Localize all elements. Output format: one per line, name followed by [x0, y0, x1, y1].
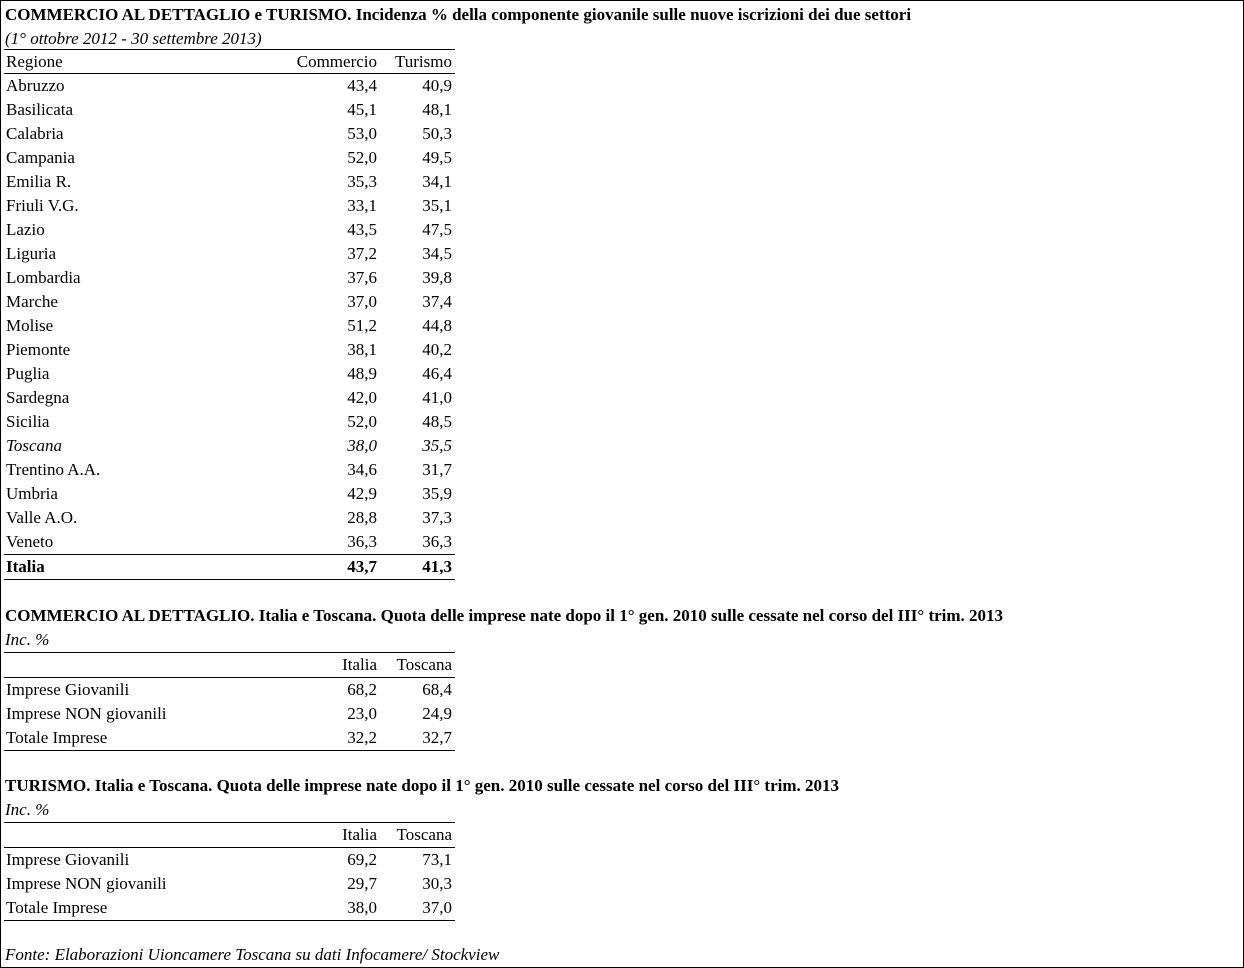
- table3-unit: Inc. %: [5, 800, 50, 819]
- table-row: [4, 458, 455, 482]
- table2-commercio-italia-toscana: [4, 652, 455, 751]
- table-row: [4, 482, 455, 506]
- table-row: [4, 410, 455, 434]
- table-row: [4, 98, 455, 122]
- cell-value-1: 53,0: [347, 124, 377, 143]
- cell-value-2: 39,8: [422, 268, 452, 287]
- cell-label: Trentino A.A.: [6, 460, 101, 479]
- cell-label: Piemonte: [6, 340, 71, 359]
- cell-value-2: 30,3: [422, 874, 452, 893]
- table-row: [4, 702, 455, 726]
- cell-value-1: 35,3: [347, 172, 377, 191]
- table-row: [4, 434, 455, 458]
- cell-value-2: 73,1: [422, 850, 452, 869]
- cell-value-1: 69,2: [347, 850, 377, 869]
- cell-value-1: 43,4: [347, 76, 377, 95]
- cell-label: Molise: [6, 316, 54, 335]
- header-turismo: Turismo: [380, 51, 455, 74]
- cell-value-1: 38,0: [347, 436, 377, 455]
- table-row: [4, 362, 455, 386]
- cell-label: Imprese Giovanili: [6, 680, 130, 699]
- cell-label: Abruzzo: [6, 76, 65, 95]
- table-row: [4, 530, 455, 555]
- cell-value-2: 34,1: [422, 172, 452, 191]
- total-value-2: 41,3: [380, 555, 455, 580]
- cell-label: Valle A.O.: [6, 508, 78, 527]
- cell-value-1: 42,0: [347, 388, 377, 407]
- cell-label: Sicilia: [6, 412, 50, 431]
- header-italia: Italia: [284, 823, 380, 848]
- cell-value-2: 48,5: [422, 412, 452, 431]
- cell-value-1: 52,0: [347, 148, 377, 167]
- table-row: [4, 74, 455, 99]
- source-note: Fonte: Elaborazioni Uioncamere Toscana su dati Infocamere/ Stockview: [5, 945, 500, 964]
- table1-title: COMMERCIO AL DETTAGLIO e TURISMO. Incidenza % della componente giovanile sulle nuove iscrizioni dei due settori: [5, 5, 912, 24]
- cell-label: Marche: [6, 292, 58, 311]
- table-row: [4, 896, 455, 921]
- cell-value-2: 32,7: [380, 726, 455, 751]
- cell-value-2: 47,5: [422, 220, 452, 239]
- cell-label: Veneto: [6, 532, 54, 551]
- cell-value-1: 51,2: [347, 316, 377, 335]
- table-row: [4, 386, 455, 410]
- cell-value-1: 38,0: [284, 896, 380, 921]
- cell-value-1: 52,0: [347, 412, 377, 431]
- cell-value-1: 38,1: [347, 340, 377, 359]
- cell-label: Calabria: [6, 124, 64, 143]
- table1-period: (1° ottobre 2012 - 30 settembre 2013): [5, 29, 262, 48]
- cell-label: Imprese NON giovanili: [6, 704, 167, 723]
- header-toscana: Toscana: [380, 823, 455, 848]
- table-row: [4, 122, 455, 146]
- cell-label: Lazio: [6, 220, 45, 239]
- cell-label: Imprese NON giovanili: [6, 874, 167, 893]
- cell-value-2: 37,0: [380, 896, 455, 921]
- cell-label: Liguria: [6, 244, 57, 263]
- header-toscana: Toscana: [380, 653, 455, 678]
- table-row: [4, 338, 455, 362]
- table1-regional-incidence: [4, 51, 455, 580]
- cell-value-2: 40,9: [422, 76, 452, 95]
- table-row: [4, 872, 455, 896]
- table-row: [4, 290, 455, 314]
- table-row: [4, 678, 455, 703]
- cell-value-1: 45,1: [347, 100, 377, 119]
- cell-value-1: 37,0: [347, 292, 377, 311]
- cell-value-2: 41,0: [422, 388, 452, 407]
- table-row: [4, 506, 455, 530]
- table-row: [4, 218, 455, 242]
- cell-value-1: 37,2: [347, 244, 377, 263]
- cell-value-2: 68,4: [422, 680, 452, 699]
- cell-label: Campania: [6, 148, 75, 167]
- cell-value-2: 24,9: [422, 704, 452, 723]
- cell-value-1: 36,3: [347, 532, 377, 551]
- table-row: [4, 848, 455, 873]
- cell-value-2: 46,4: [422, 364, 452, 383]
- cell-value-2: 37,3: [422, 508, 452, 527]
- table-row: [4, 170, 455, 194]
- table-total-row: [4, 555, 455, 580]
- header-regione: Regione: [4, 51, 284, 74]
- cell-value-1: 43,5: [347, 220, 377, 239]
- table-row: [4, 194, 455, 218]
- cell-label: Puglia: [6, 364, 50, 383]
- cell-value-2: 49,5: [422, 148, 452, 167]
- cell-label: Umbria: [6, 484, 58, 503]
- cell-value-2: 37,4: [422, 292, 452, 311]
- total-value-1: 43,7: [284, 555, 380, 580]
- cell-value-1: 37,6: [347, 268, 377, 287]
- cell-value-1: 28,8: [347, 508, 377, 527]
- total-label: Italia: [4, 555, 284, 580]
- cell-value-1: 32,2: [284, 726, 380, 751]
- table-row: [4, 314, 455, 338]
- header-commercio: Commercio: [284, 51, 380, 74]
- header-italia: Italia: [284, 653, 380, 678]
- header-empty: [4, 653, 284, 678]
- cell-value-2: 36,3: [422, 532, 452, 551]
- cell-value-2: 48,1: [422, 100, 452, 119]
- cell-label: Friuli V.G.: [6, 196, 79, 215]
- table1-header-row: [4, 51, 455, 74]
- cell-value-2: 31,7: [422, 460, 452, 479]
- cell-label: Imprese Giovanili: [6, 850, 130, 869]
- table-row: [4, 726, 455, 751]
- table2-header-row: [4, 653, 455, 678]
- cell-value-1: 48,9: [347, 364, 377, 383]
- cell-label: Toscana: [6, 436, 63, 455]
- cell-label: Basilicata: [6, 100, 74, 119]
- cell-value-2: 40,2: [422, 340, 452, 359]
- table2-title: COMMERCIO AL DETTAGLIO. Italia e Toscana. Quota delle imprese nate dopo il 1° gen. 2010 sulle cessate nel corso del III° trim. 2013: [5, 606, 1004, 625]
- cell-label: Emilia R.: [6, 172, 72, 191]
- cell-value-1: 33,1: [347, 196, 377, 215]
- table-row: [4, 242, 455, 266]
- cell-value-1: 68,2: [347, 680, 377, 699]
- table3-title: TURISMO. Italia e Toscana. Quota delle imprese nate dopo il 1° gen. 2010 sulle cessate nel corso del III° trim. 2013: [5, 776, 839, 795]
- header-empty: [4, 823, 284, 848]
- table-row: [4, 146, 455, 170]
- cell-value-1: 34,6: [347, 460, 377, 479]
- cell-value-2: 44,8: [422, 316, 452, 335]
- cell-label: Totale Imprese: [4, 726, 284, 751]
- cell-value-2: 34,5: [422, 244, 452, 263]
- table3-header-row: [4, 823, 455, 848]
- table-row: [4, 266, 455, 290]
- cell-label: Totale Imprese: [4, 896, 284, 921]
- table2-unit: Inc. %: [5, 630, 50, 649]
- cell-value-2: 35,9: [422, 484, 452, 503]
- cell-value-2: 35,1: [422, 196, 452, 215]
- cell-label: Sardegna: [6, 388, 70, 407]
- cell-value-1: 23,0: [347, 704, 377, 723]
- cell-value-1: 29,7: [347, 874, 377, 893]
- table3-turismo-italia-toscana: [4, 822, 455, 921]
- cell-label: Lombardia: [6, 268, 81, 287]
- cell-value-1: 42,9: [347, 484, 377, 503]
- cell-value-2: 35,5: [422, 436, 452, 455]
- cell-value-2: 50,3: [422, 124, 452, 143]
- table1-top-rule: [4, 49, 455, 50]
